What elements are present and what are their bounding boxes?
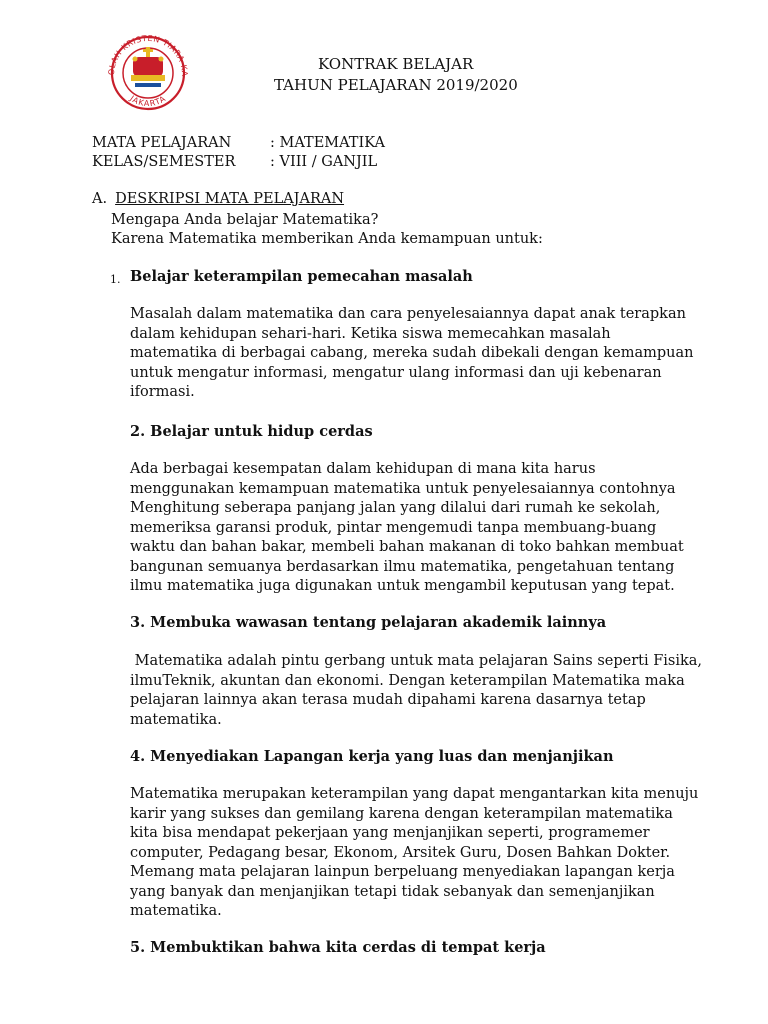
item-4-title: 4. Menyediakan Lapangan kerja yang luas dan menjanjikan bbox=[130, 748, 614, 765]
class-value: : VIII / GANJIL bbox=[270, 154, 378, 170]
school-crest-icon bbox=[92, 35, 204, 111]
paragraph-line: iformasi. bbox=[130, 384, 195, 400]
paragraph-line: kita bisa mendapat pekerjaan yang menjanjikan seperti, programemer bbox=[130, 825, 650, 841]
item-4-paragraph bbox=[130, 785, 720, 922]
intro-answer: Karena Matematika memberikan Anda kemampuan untuk: bbox=[111, 231, 543, 247]
document-title: KONTRAK BELAJAR bbox=[318, 55, 474, 73]
logo-ring-text-bottom: JAKARTA bbox=[128, 93, 168, 109]
paragraph-line: computer, Pedagang besar, Ekonom, Arsitek Guru, Dosen Bahkan Dokter. bbox=[130, 844, 671, 861]
section-a-heading bbox=[92, 190, 344, 210]
paragraph-line: untuk mengatur informasi, mengatur ulang informasi dan uji kebenaran bbox=[130, 364, 662, 381]
paragraph-line: matematika. bbox=[130, 903, 222, 919]
class-label: KELAS/SEMESTER bbox=[92, 154, 236, 170]
paragraph-line: Memang mata pelajaran lainpun berpeluang menyediakan lapangan kerja bbox=[130, 864, 675, 880]
paragraph-line: ilmuTeknik, akuntan dan ekonomi. Dengan keterampilan Matematika maka bbox=[130, 672, 685, 689]
item-1-paragraph bbox=[130, 305, 720, 403]
document-year: TAHUN PELAJARAN 2019/2020 bbox=[274, 76, 518, 94]
paragraph-line: yang banyak dan menjanjikan tetapi tidak sebanyak dan semenjanjikan bbox=[130, 883, 655, 900]
paragraph-line: Matematika merupakan keterampilan yang dapat mengantarkan kita menuju bbox=[130, 786, 699, 802]
intro-question: Mengapa Anda belajar Matematika? bbox=[111, 212, 379, 228]
paragraph-line: dalam kehidupan sehari-hari. Ketika siswa memecahkan masalah bbox=[130, 325, 611, 342]
subject-label: MATA PELAJARAN bbox=[92, 135, 232, 151]
section-letter: A. bbox=[92, 191, 108, 207]
paragraph-line: pelajaran lainnya akan terasa mudah dipahami karena dasarnya tetap bbox=[130, 692, 646, 708]
paragraph-line: waktu dan bahan bakar, membeli bahan makanan di toko bahkan membuat bbox=[130, 539, 684, 555]
item-3-paragraph bbox=[130, 652, 720, 730]
item-5-title: 5. Membuktikan bahwa kita cerdas di tempat kerja bbox=[130, 939, 546, 956]
item-3-title: 3. Membuka wawasan tentang pelajaran akademik lainnya bbox=[130, 614, 607, 631]
paragraph-line: Ada berbagai kesempatan dalam kehidupan di mana kita harus bbox=[130, 461, 596, 477]
crown-icon bbox=[131, 47, 165, 87]
paragraph-line: memeriksa garansi produk, pintar mengemudi tanpa membuang-buang bbox=[130, 519, 657, 536]
paragraph-line: Menghitung seberapa panjang jalan yang dilalui dari rumah ke sekolah, bbox=[130, 500, 661, 516]
paragraph-line: Masalah dalam matematika dan cara penyelesaiannya dapat anak terapkan bbox=[130, 306, 686, 322]
paragraph-line: karir yang sukses dan gemilang karena dengan keterampilan matematika bbox=[130, 805, 673, 822]
logo-ring-text-top: OLAH KRISTEN TIARA KA bbox=[106, 35, 190, 77]
item-1-title: Belajar keterampilan pemecahan masalah bbox=[130, 268, 473, 285]
paragraph-line: bangunan semuanya berdasarkan ilmu matematika, pengetahuan tentang bbox=[130, 558, 675, 575]
section-title: DESKRIPSI MATA PELAJARAN bbox=[115, 191, 345, 207]
item-1-number: 1. bbox=[110, 273, 121, 286]
item-2-title: 2. Belajar untuk hidup cerdas bbox=[130, 423, 373, 440]
paragraph-line: menggunakan kemampuan matematika untuk penyelesaiannya contohnya bbox=[130, 480, 676, 497]
item-2-paragraph bbox=[130, 460, 720, 597]
paragraph-line: Matematika adalah pintu gerbang untuk mata pelajaran Sains seperti Fisika, bbox=[130, 653, 703, 669]
paragraph-line: matematika di berbagai cabang, mereka sudah dibekali dengan kemampuan bbox=[130, 345, 694, 361]
paragraph-line: matematika. bbox=[130, 711, 222, 728]
subject-value: : MATEMATIKA bbox=[270, 135, 385, 151]
paragraph-line: ilmu matematika juga digunakan untuk mengambil keputusan yang tepat. bbox=[130, 578, 675, 594]
school-logo bbox=[92, 35, 204, 111]
